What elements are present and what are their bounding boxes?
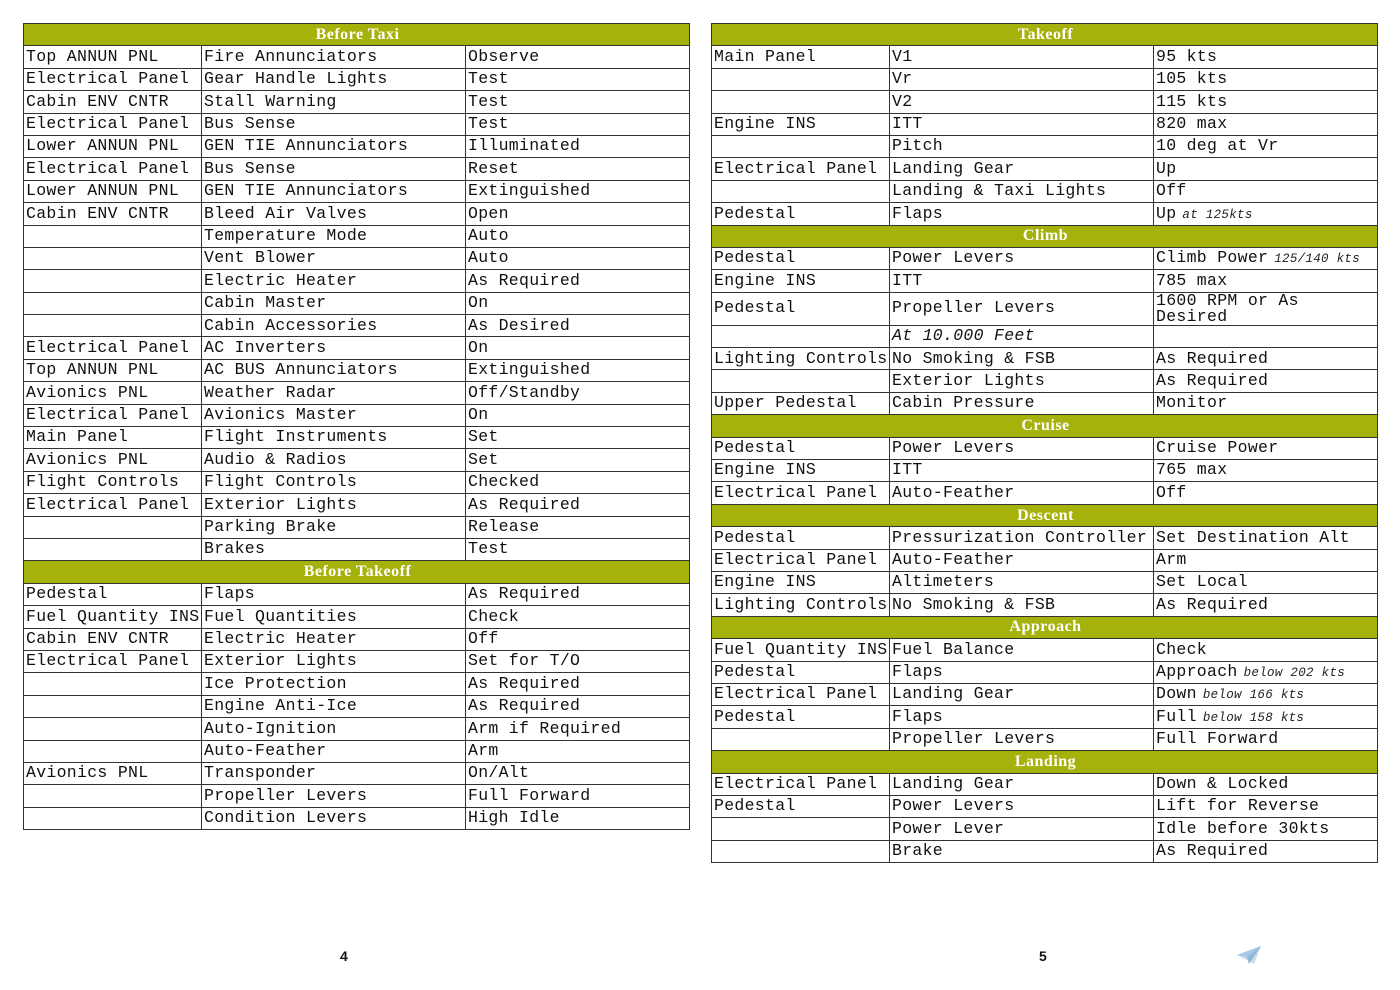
item-cell: Bus Sense xyxy=(202,113,466,135)
location-cell: Pedestal xyxy=(24,583,202,605)
location-cell xyxy=(712,135,890,157)
checklist-row xyxy=(712,180,1378,202)
checklist-row xyxy=(24,718,690,740)
location-cell: Electrical Panel xyxy=(24,650,202,672)
location-cell: Flight Controls xyxy=(24,471,202,493)
location-cell xyxy=(712,68,890,90)
location-cell: Engine INS xyxy=(712,571,890,593)
action-cell: Set for T/O xyxy=(466,650,690,672)
action-cell: Observe xyxy=(466,46,690,68)
item-cell: Flight Controls xyxy=(202,471,466,493)
location-cell: Pedestal xyxy=(712,437,890,459)
item-cell: Pitch xyxy=(890,135,1154,157)
checklist-row xyxy=(712,482,1378,504)
action-cell: Down & Locked xyxy=(1154,773,1378,795)
action-cell: Auto xyxy=(466,225,690,247)
location-cell xyxy=(24,292,202,314)
checklist-row xyxy=(712,91,1378,113)
action-cell: As Required xyxy=(466,270,690,292)
location-cell: Cabin ENV CNTR xyxy=(24,628,202,650)
location-cell: Electrical Panel xyxy=(24,158,202,180)
checklist-row xyxy=(712,135,1378,157)
checklist-row xyxy=(24,292,690,314)
checklist-row xyxy=(24,516,690,538)
action-cell: Arm if Required xyxy=(466,718,690,740)
item-cell: Temperature Mode xyxy=(202,225,466,247)
checklist-row xyxy=(712,773,1378,795)
item-cell: Propeller Levers xyxy=(202,785,466,807)
location-cell: Main Panel xyxy=(24,427,202,449)
action-cell: Checked xyxy=(466,471,690,493)
item-cell: Vent Blower xyxy=(202,247,466,269)
action-cell: Cruise Power xyxy=(1154,437,1378,459)
action-cell: Off xyxy=(1154,482,1378,504)
item-cell: Auto-Feather xyxy=(202,740,466,762)
action-cell: Lift for Reverse xyxy=(1154,795,1378,817)
item-cell: ITT xyxy=(890,113,1154,135)
checklist-row xyxy=(712,594,1378,616)
action-cell: Illuminated xyxy=(466,135,690,157)
section-header-before-takeoff xyxy=(24,561,690,583)
item-cell: Condition Levers xyxy=(202,807,466,829)
location-cell xyxy=(24,315,202,337)
action-cell: As Required xyxy=(1154,370,1378,392)
action-cell: Reset xyxy=(466,158,690,180)
checklist-row xyxy=(24,427,690,449)
location-cell xyxy=(24,270,202,292)
location-cell: Pedestal xyxy=(712,292,890,325)
item-cell: GEN TIE Annunciators xyxy=(202,180,466,202)
checklist-row xyxy=(24,695,690,717)
location-cell: Top ANNUN PNL xyxy=(24,359,202,381)
location-cell xyxy=(712,840,890,862)
location-cell xyxy=(712,818,890,840)
item-cell: Power Levers xyxy=(890,795,1154,817)
action-note: at 125kts xyxy=(1182,207,1253,222)
item-cell: Avionics Master xyxy=(202,404,466,426)
action-cell: Off xyxy=(466,628,690,650)
checklist-row xyxy=(24,270,690,292)
checklist-row xyxy=(24,203,690,225)
location-cell: Lower ANNUN PNL xyxy=(24,180,202,202)
item-cell: Altimeters xyxy=(890,571,1154,593)
checklist-row xyxy=(24,494,690,516)
action-cell: As Required xyxy=(1154,594,1378,616)
checklist-row xyxy=(24,628,690,650)
checklist-row xyxy=(24,449,690,471)
checklist-table-right xyxy=(711,23,1378,863)
action-cell: As Required xyxy=(466,673,690,695)
action-cell: Test xyxy=(466,538,690,560)
item-cell: Power Levers xyxy=(890,247,1154,269)
item-cell: Auto-Feather xyxy=(890,482,1154,504)
checklist-row xyxy=(712,706,1378,728)
location-cell: Pedestal xyxy=(712,203,890,225)
action-text: Up xyxy=(1156,203,1177,223)
action-cell: As Required xyxy=(466,583,690,605)
action-cell: Extinguished xyxy=(466,359,690,381)
checklist-row xyxy=(712,392,1378,414)
action-cell: On xyxy=(466,292,690,314)
item-cell: Exterior Lights xyxy=(202,650,466,672)
location-cell: Lower ANNUN PNL xyxy=(24,135,202,157)
location-cell: Cabin ENV CNTR xyxy=(24,203,202,225)
location-cell xyxy=(24,538,202,560)
checklist-row xyxy=(24,471,690,493)
checklist-row xyxy=(712,795,1378,817)
item-cell: V1 xyxy=(890,46,1154,68)
action-cell: Set Local xyxy=(1154,571,1378,593)
section-title: Approach xyxy=(712,616,1378,638)
item-cell: Bleed Air Valves xyxy=(202,203,466,225)
checklist-row xyxy=(24,113,690,135)
checklist-row xyxy=(24,180,690,202)
action-cell: As Required xyxy=(466,695,690,717)
action-cell: 115 kts xyxy=(1154,91,1378,113)
checklist-row xyxy=(712,270,1378,292)
item-cell: Bus Sense xyxy=(202,158,466,180)
right-page xyxy=(711,23,1377,863)
item-cell: ITT xyxy=(890,460,1154,482)
item-cell: Power Lever xyxy=(890,818,1154,840)
checklist-table-left xyxy=(23,23,690,830)
section-header-takeoff xyxy=(712,24,1378,46)
checklist-row xyxy=(24,673,690,695)
location-cell: Pedestal xyxy=(712,795,890,817)
location-cell xyxy=(712,728,890,750)
action-cell: 785 max xyxy=(1154,270,1378,292)
location-cell: Electrical Panel xyxy=(24,404,202,426)
item-cell: Flaps xyxy=(890,661,1154,683)
section-title: Cruise xyxy=(712,415,1378,437)
checklist-row xyxy=(712,460,1378,482)
checklist-row xyxy=(712,683,1378,705)
location-cell: Lighting Controls xyxy=(712,348,890,370)
item-cell: Exterior Lights xyxy=(890,370,1154,392)
checklist-row xyxy=(24,91,690,113)
checklist-row xyxy=(712,348,1378,370)
checklist-row xyxy=(712,818,1378,840)
action-cell: As Required xyxy=(466,494,690,516)
item-cell: No Smoking & FSB xyxy=(890,594,1154,616)
location-cell: Electrical Panel xyxy=(24,113,202,135)
action-note: below 202 kts xyxy=(1243,665,1346,680)
item-cell: Electric Heater xyxy=(202,270,466,292)
section-title: Before Taxi xyxy=(24,24,690,46)
section-header-landing xyxy=(712,751,1378,773)
item-cell: Engine Anti-Ice xyxy=(202,695,466,717)
section-title: Climb xyxy=(712,225,1378,247)
action-cell: Auto xyxy=(466,247,690,269)
checklist-row xyxy=(24,650,690,672)
checklist-row xyxy=(712,661,1378,683)
action-cell: Set xyxy=(466,427,690,449)
item-cell: Weather Radar xyxy=(202,382,466,404)
item-cell: Landing Gear xyxy=(890,158,1154,180)
item-cell: Flaps xyxy=(202,583,466,605)
item-cell: Vr xyxy=(890,68,1154,90)
checklist-row xyxy=(712,203,1378,225)
action-cell: 95 kts xyxy=(1154,46,1378,68)
item-cell: Gear Handle Lights xyxy=(202,68,466,90)
action-cell xyxy=(1154,706,1378,728)
item-cell: Cabin Pressure xyxy=(890,392,1154,414)
action-cell xyxy=(1154,683,1378,705)
checklist-row xyxy=(24,68,690,90)
checklist-row xyxy=(24,337,690,359)
action-cell: Test xyxy=(466,68,690,90)
location-cell: Pedestal xyxy=(712,247,890,269)
location-cell: Electrical Panel xyxy=(24,68,202,90)
location-cell xyxy=(24,516,202,538)
action-cell: On xyxy=(466,404,690,426)
checklist-row xyxy=(24,606,690,628)
item-cell: Landing & Taxi Lights xyxy=(890,180,1154,202)
checklist-row xyxy=(712,549,1378,571)
location-cell xyxy=(24,785,202,807)
location-cell xyxy=(24,807,202,829)
section-title: Before Takeoff xyxy=(24,561,690,583)
checklist-row xyxy=(24,538,690,560)
checklist-row xyxy=(24,247,690,269)
item-cell: Cabin Accessories xyxy=(202,315,466,337)
location-cell: Cabin ENV CNTR xyxy=(24,91,202,113)
item-cell: Pressurization Controller xyxy=(890,527,1154,549)
checklist-row xyxy=(712,639,1378,661)
checklist-row xyxy=(712,158,1378,180)
checklist-row xyxy=(24,315,690,337)
item-cell: Brake xyxy=(890,840,1154,862)
location-cell: Top ANNUN PNL xyxy=(24,46,202,68)
location-cell: Fuel Quantity INS xyxy=(712,639,890,661)
item-cell: Fuel Balance xyxy=(890,639,1154,661)
location-cell: Fuel Quantity INS xyxy=(24,606,202,628)
item-cell: Propeller Levers xyxy=(890,292,1154,325)
location-cell xyxy=(712,180,890,202)
action-cell: Idle before 30kts xyxy=(1154,818,1378,840)
item-cell: AC Inverters xyxy=(202,337,466,359)
item-cell: Landing Gear xyxy=(890,773,1154,795)
action-cell: As Required xyxy=(1154,348,1378,370)
item-cell: At 10.000 Feet xyxy=(890,325,1154,347)
item-cell: Flight Instruments xyxy=(202,427,466,449)
location-cell xyxy=(24,247,202,269)
checklist-row xyxy=(712,325,1378,347)
action-cell: Up xyxy=(1154,158,1378,180)
location-cell: Lighting Controls xyxy=(712,594,890,616)
page-number-right: 5 xyxy=(1039,948,1047,964)
item-cell: Propeller Levers xyxy=(890,728,1154,750)
section-header-descent xyxy=(712,504,1378,526)
action-cell xyxy=(1154,247,1378,269)
location-cell: Pedestal xyxy=(712,661,890,683)
checklist-row xyxy=(712,113,1378,135)
location-cell xyxy=(712,91,890,113)
item-cell: Fuel Quantities xyxy=(202,606,466,628)
page-number-left: 4 xyxy=(340,948,348,964)
action-cell: 765 max xyxy=(1154,460,1378,482)
checklist-row xyxy=(712,370,1378,392)
action-cell: 820 max xyxy=(1154,113,1378,135)
location-cell xyxy=(24,740,202,762)
action-cell: 10 deg at Vr xyxy=(1154,135,1378,157)
action-cell: Monitor xyxy=(1154,392,1378,414)
item-cell: Cabin Master xyxy=(202,292,466,314)
action-cell: Off/Standby xyxy=(466,382,690,404)
checklist-row xyxy=(712,728,1378,750)
checklist-row xyxy=(24,762,690,784)
item-cell: Landing Gear xyxy=(890,683,1154,705)
action-cell: Open xyxy=(466,203,690,225)
action-cell: Full Forward xyxy=(1154,728,1378,750)
action-cell: Set Destination Alt xyxy=(1154,527,1378,549)
location-cell xyxy=(24,718,202,740)
item-cell: Stall Warning xyxy=(202,91,466,113)
item-cell: Electric Heater xyxy=(202,628,466,650)
item-cell: Ice Protection xyxy=(202,673,466,695)
item-cell: Parking Brake xyxy=(202,516,466,538)
checklist-row xyxy=(712,840,1378,862)
checklist-row xyxy=(712,527,1378,549)
action-cell: As Desired xyxy=(466,315,690,337)
action-cell: Full Forward xyxy=(466,785,690,807)
item-cell: Power Levers xyxy=(890,437,1154,459)
location-cell: Main Panel xyxy=(712,46,890,68)
action-note: 125/140 kts xyxy=(1274,252,1361,267)
action-text: Climb Power xyxy=(1156,248,1269,268)
location-cell: Pedestal xyxy=(712,527,890,549)
action-cell: Check xyxy=(466,606,690,628)
location-cell: Avionics PNL xyxy=(24,449,202,471)
checklist-row xyxy=(24,382,690,404)
action-cell: On xyxy=(466,337,690,359)
location-cell: Electrical Panel xyxy=(24,337,202,359)
section-header-climb xyxy=(712,225,1378,247)
section-title: Descent xyxy=(712,504,1378,526)
action-cell: Extinguished xyxy=(466,180,690,202)
section-header-before-taxi xyxy=(24,24,690,46)
location-cell xyxy=(712,325,890,347)
action-cell: Arm xyxy=(1154,549,1378,571)
section-header-approach xyxy=(712,616,1378,638)
location-cell: Engine INS xyxy=(712,113,890,135)
action-cell: On/Alt xyxy=(466,762,690,784)
checklist-row xyxy=(712,68,1378,90)
checklist-row xyxy=(712,437,1378,459)
action-cell: Test xyxy=(466,91,690,113)
location-cell: Electrical Panel xyxy=(712,482,890,504)
item-cell: V2 xyxy=(890,91,1154,113)
section-header-cruise xyxy=(712,415,1378,437)
item-cell: Transponder xyxy=(202,762,466,784)
action-cell: As Required xyxy=(1154,840,1378,862)
action-cell: Check xyxy=(1154,639,1378,661)
item-cell: Fire Annunciators xyxy=(202,46,466,68)
action-cell: Release xyxy=(466,516,690,538)
item-cell: Auto-Feather xyxy=(890,549,1154,571)
action-cell: Off xyxy=(1154,180,1378,202)
item-cell: Flaps xyxy=(890,706,1154,728)
item-cell: AC BUS Annunciators xyxy=(202,359,466,381)
action-text: Full xyxy=(1156,706,1197,726)
action-note: below 166 kts xyxy=(1202,688,1305,703)
location-cell: Pedestal xyxy=(712,706,890,728)
location-cell xyxy=(24,673,202,695)
item-cell: Auto-Ignition xyxy=(202,718,466,740)
checklist-row xyxy=(712,292,1378,325)
location-cell: Upper Pedestal xyxy=(712,392,890,414)
location-cell: Avionics PNL xyxy=(24,762,202,784)
item-cell: Flaps xyxy=(890,203,1154,225)
checklist-row xyxy=(24,404,690,426)
location-cell: Electrical Panel xyxy=(712,683,890,705)
paper-plane-icon xyxy=(1236,944,1262,966)
section-title: Takeoff xyxy=(712,24,1378,46)
item-cell: ITT xyxy=(890,270,1154,292)
section-title: Landing xyxy=(712,751,1378,773)
action-cell xyxy=(1154,203,1378,225)
checklist-row xyxy=(24,158,690,180)
location-cell: Electrical Panel xyxy=(24,494,202,516)
item-cell: No Smoking & FSB xyxy=(890,348,1154,370)
action-cell: High Idle xyxy=(466,807,690,829)
item-cell: Exterior Lights xyxy=(202,494,466,516)
item-cell: GEN TIE Annunciators xyxy=(202,135,466,157)
action-note: below 158 kts xyxy=(1202,710,1305,725)
location-cell xyxy=(24,225,202,247)
location-cell: Engine INS xyxy=(712,460,890,482)
action-text: Approach xyxy=(1156,661,1238,681)
location-cell: Electrical Panel xyxy=(712,158,890,180)
action-cell: 1600 RPM or As Desired xyxy=(1154,292,1378,325)
action-cell: Set xyxy=(466,449,690,471)
checklist-row xyxy=(24,225,690,247)
item-cell: Brakes xyxy=(202,538,466,560)
location-cell: Engine INS xyxy=(712,270,890,292)
action-cell xyxy=(1154,661,1378,683)
checklist-row xyxy=(712,46,1378,68)
item-cell: Audio & Radios xyxy=(202,449,466,471)
location-cell: Avionics PNL xyxy=(24,382,202,404)
checklist-row xyxy=(24,740,690,762)
action-text: Down xyxy=(1156,684,1197,704)
checklist-row xyxy=(712,571,1378,593)
checklist-row xyxy=(24,46,690,68)
action-cell: Test xyxy=(466,113,690,135)
checklist-row xyxy=(24,785,690,807)
checklist-row xyxy=(24,359,690,381)
location-cell xyxy=(712,370,890,392)
checklist-row xyxy=(24,807,690,829)
location-cell xyxy=(24,695,202,717)
location-cell: Electrical Panel xyxy=(712,549,890,571)
action-cell: Arm xyxy=(466,740,690,762)
action-cell: 105 kts xyxy=(1154,68,1378,90)
left-page xyxy=(23,23,689,830)
location-cell: Electrical Panel xyxy=(712,773,890,795)
checklist-row xyxy=(712,247,1378,269)
action-cell xyxy=(1154,325,1378,347)
checklist-row xyxy=(24,135,690,157)
checklist-row xyxy=(24,583,690,605)
